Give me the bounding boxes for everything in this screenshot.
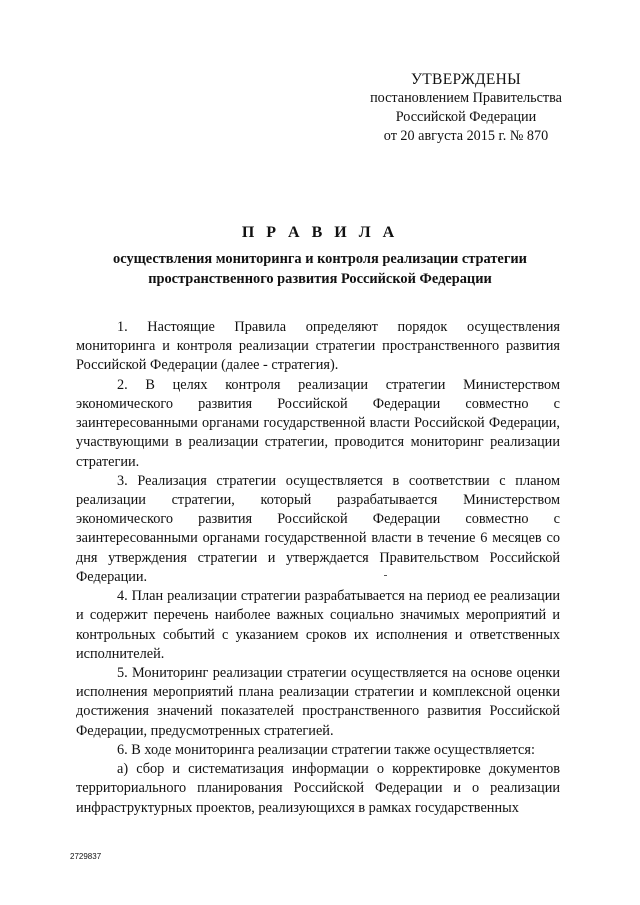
document-code: 2729837 [70,852,102,861]
approval-block [330,70,602,146]
paragraph-4: 4. План реализации стратегии разрабатывается на период ее реализации и содержит перечень наиболее важных социально значимых мероприятий и контрольных событий с указанием сроков их исполнения и ответственных исполнителей. [76,588,560,662]
paragraph-2: 2. В целях контроля реализации стратегии Министерством экономического развития Российской Федерации совместно с заинтересованными органами государственной власти Российской Федерации, участвующими в реализации стратегии, проводится мониторинг реализации стратегии. [76,376,560,470]
title-main: П Р А В И Л А [241,224,399,241]
paragraph-1: 1. Настоящие Правила определяют порядок осуществления мониторинга и контроля реализации стратегии пространственного развития Российской Федерации (далее - стратегия). [76,319,560,374]
approval-heading: УТВЕРЖДЕНЫ [411,71,521,88]
paragraph-5: 5. Мониторинг реализации стратегии осуществляется на основе оценки исполнения мероприятий плана реализации стратегии и комплексной оценки достижения значений показателей пространственного развития Российской Федерации, предусмотренных стратегией. [76,665,560,739]
document-body [76,318,560,818]
paragraph-6a: а) сбор и систематизация информации о корректировке документов территориального планирования Российской Федерации и о реализации инфраструктурных проектов, реализующихся в рамках государственных [76,761,560,816]
scan-speck [384,575,387,576]
approval-line-federation: Российской Федерации [395,109,537,125]
title-subtitle [80,249,560,289]
title-subtitle-line-2: пространственного развития Российской Федерации [148,271,492,287]
approval-line-decree: постановлением Правительства [370,90,562,106]
title-subtitle-line-1: осуществления мониторинга и контроля реализации стратегии [113,251,527,267]
document-title [80,222,560,289]
paragraph-3: 3. Реализация стратегии осуществляется в соответствии с планом реализации стратегии, который разрабатывается Министерством экономического развития Российской Федерации совместно с заинтересованными органами государственной власти в течение 6 месяцев со дня утверждения стратегии и утверждается Правительством Российской Федерации. [76,472,560,585]
paragraph-6: 6. В ходе мониторинга реализации стратегии также осуществляется: [117,741,535,758]
approval-line-date: от 20 августа 2015 г. № 870 [383,128,549,144]
